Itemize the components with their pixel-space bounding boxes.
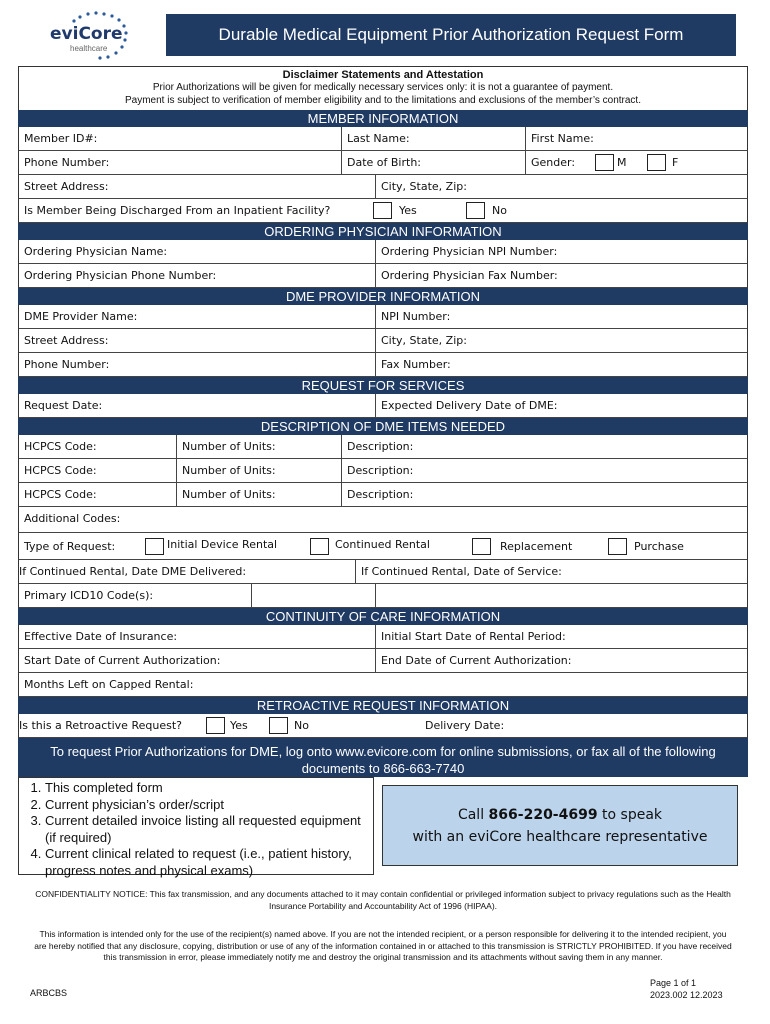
date-of-service-field[interactable]: If Continued Rental, Date of Service: [355, 560, 747, 583]
disclaimer [18, 66, 748, 110]
banner-line-2: documents to 866-663-7740 [301, 761, 465, 776]
document-item: 3. Current detailed invoice listing all requested equipment (if required) [45, 813, 367, 846]
retro-yes-checkbox[interactable] [206, 717, 225, 734]
retro-no-label: No [294, 719, 309, 732]
intended-recipient-notice: This information is intended only for the use of the recipient(s) named above. If you are not the intended recipient, or a person responsible for delivering it to the intended recipient, you are hereby notified that any disclosure, copying, distribution or use of any of the information contained in or attached to this transmission is STRICTLY PROHIBITED. If you have received this transmission in error, please immediately notify me and destroy the original transmission and its attachments without saving them in any manner. [34, 929, 732, 962]
section-description: DESCRIPTION OF DME ITEMS NEEDED [18, 418, 748, 435]
initial-rental-checkbox[interactable] [145, 538, 164, 555]
physician-npi-field[interactable]: Ordering Physician NPI Number: [375, 240, 747, 263]
units-field[interactable]: Number of Units: [176, 435, 341, 458]
additional-codes-field[interactable]: Additional Codes: [24, 512, 121, 525]
section-dme: DME PROVIDER INFORMATION [18, 288, 748, 305]
continuity-row-2 [18, 649, 748, 673]
icd-code-label: Primary ICD10 Code(s): [24, 589, 154, 602]
gender-label: Gender: [525, 151, 595, 174]
section-continuity: CONTINUITY OF CARE INFORMATION [18, 608, 748, 625]
physician-phone-field[interactable]: Ordering Physician Phone Number: [24, 269, 217, 282]
phone-field[interactable]: Phone Number: [24, 156, 110, 169]
replacement-checkbox[interactable] [472, 538, 491, 555]
section-retro: RETROACTIVE REQUEST INFORMATION [18, 697, 748, 714]
description-field[interactable]: Description: [341, 483, 747, 506]
retro-question: Is this a Retroactive Request? [19, 719, 182, 732]
banner-line-1: To request Prior Authorizations for DME, log onto www.evicore.com for online submissions, or fax all of the following [50, 744, 716, 759]
section-ordering: ORDERING PHYSICIAN INFORMATION [18, 223, 748, 240]
call-phone[interactable]: 866-220-4699 [488, 806, 598, 823]
discharged-no-label: No [492, 204, 507, 217]
street-field[interactable]: Street Address: [24, 180, 109, 193]
retro-no-checkbox[interactable] [269, 717, 288, 734]
dme-row-3 [18, 353, 748, 377]
section-member: MEMBER INFORMATION [18, 110, 748, 127]
confidentiality-notice: CONFIDENTIALITY NOTICE: This fax transmission, and any documents attached to it may contain confidential or privileged information subject to privacy regulations such as the Health Insurance Portability and Accountability Act of 1996 (HIPAA). [35, 889, 731, 911]
initial-rental-label: Initial Device Rental [167, 538, 278, 551]
dme-city-field[interactable]: City, State, Zip: [375, 329, 747, 352]
continued-rental-label: Continued Rental [335, 538, 430, 551]
continuity-row-3 [18, 673, 748, 697]
call-suffix: to speak [597, 806, 663, 823]
continuity-row-1 [18, 625, 748, 649]
initial-start-date-field[interactable]: Initial Start Date of Rental Period: [375, 625, 747, 648]
current-auth-end-field[interactable]: End Date of Current Authorization: [375, 649, 747, 672]
discharged-yes-checkbox[interactable] [373, 202, 392, 219]
section-request: REQUEST FOR SERVICES [18, 377, 748, 394]
request-date-field[interactable]: Request Date: [24, 399, 103, 412]
effective-date-field[interactable]: Effective Date of Insurance: [24, 630, 178, 643]
ordering-row-2 [18, 264, 748, 288]
hcpcs-code-field[interactable]: HCPCS Code: [24, 440, 97, 453]
first-name-field[interactable]: First Name: [525, 127, 747, 150]
documents-area [18, 777, 748, 877]
replacement-label: Replacement [500, 540, 573, 553]
description-field[interactable]: Description: [341, 459, 747, 482]
evicore-logo [30, 10, 140, 60]
documents-list [18, 777, 374, 878]
icd-code-input[interactable] [251, 584, 375, 607]
retro-row [18, 714, 748, 738]
discharged-yes-label: Yes [399, 204, 417, 217]
purchase-label: Purchase [634, 540, 684, 553]
hcpcs-code-field[interactable]: HCPCS Code: [24, 464, 97, 477]
dme-row-1 [18, 305, 748, 329]
page-number: Page 1 of 1 [650, 978, 697, 988]
dme-street-field[interactable]: Street Address: [24, 334, 109, 347]
gender-f-label: F [672, 156, 679, 169]
disclaimer-line-1: Prior Authorizations will be given for medically necessary services only: it is not a guarantee of payment. [152, 82, 614, 93]
current-auth-start-field[interactable]: Start Date of Current Authorization: [24, 654, 221, 667]
form [18, 66, 748, 877]
call-box [382, 785, 738, 866]
icd-row [18, 584, 748, 608]
call-line-2: with an eviCore healthcare representative [412, 828, 708, 845]
form-title: Durable Medical Equipment Prior Authorization Request Form [166, 14, 736, 56]
discharged-no-checkbox[interactable] [466, 202, 485, 219]
purchase-checkbox[interactable] [608, 538, 627, 555]
icd-code-input[interactable] [375, 584, 747, 607]
retro-delivery-date-field[interactable]: Delivery Date: [425, 719, 505, 732]
city-field[interactable]: City, State, Zip: [375, 175, 747, 198]
gender-m-checkbox[interactable] [595, 154, 614, 171]
gender-f-checkbox[interactable] [647, 154, 666, 171]
expected-delivery-field[interactable]: Expected Delivery Date of DME: [375, 394, 747, 417]
request-type-label: Type of Request: [24, 540, 116, 553]
hcpcs-row [18, 459, 748, 483]
dme-name-field[interactable]: DME Provider Name: [24, 310, 138, 323]
date-delivered-field[interactable]: If Continued Rental, Date DME Delivered: [19, 565, 247, 578]
description-field[interactable]: Description: [341, 435, 747, 458]
dme-fax-field[interactable]: Fax Number: [375, 353, 747, 376]
gender-m-label: M [617, 156, 627, 169]
months-left-field[interactable]: Months Left on Capped Rental: [24, 678, 194, 691]
dob-field[interactable]: Date of Birth: [341, 151, 525, 174]
units-field[interactable]: Number of Units: [176, 483, 341, 506]
dme-row-2 [18, 329, 748, 353]
disclaimer-line-2: Payment is subject to verification of member eligibility and to the limitations and exclusions of the member’s contract. [125, 95, 641, 106]
member-row-3 [18, 175, 748, 199]
member-row-2 [18, 151, 748, 175]
logo-name: eviCore [50, 24, 123, 44]
document-item: 1. This completed form [45, 780, 367, 797]
disclaimer-heading: Disclaimer Statements and Attestation [282, 69, 484, 81]
form-code: ARBCBS [30, 988, 68, 998]
call-prefix: Call [457, 806, 489, 823]
member-row-4 [18, 199, 748, 223]
discharged-question: Is Member Being Discharged From an Inpatient Facility? [24, 204, 331, 217]
page-info [650, 977, 723, 1001]
units-field[interactable]: Number of Units: [176, 459, 341, 482]
dme-phone-field[interactable]: Phone Number: [24, 358, 110, 371]
continued-rental-row [18, 560, 748, 584]
member-row-1 [18, 127, 748, 151]
ordering-row-1 [18, 240, 748, 264]
document-item: 2. Current physician’s order/script [45, 797, 367, 814]
document-item: 4. Current clinical related to request (i.e., patient history, progress notes and physical exams) [45, 846, 367, 879]
hcpcs-row [18, 483, 748, 507]
retro-yes-label: Yes [230, 719, 248, 732]
request-type-row [18, 533, 748, 560]
dme-npi-field[interactable]: NPI Number: [375, 305, 747, 328]
continued-rental-checkbox[interactable] [310, 538, 329, 555]
additional-codes-row [18, 507, 748, 533]
hcpcs-code-field[interactable]: HCPCS Code: [24, 488, 97, 501]
form-version: 2023.002 12.2023 [650, 990, 723, 1000]
call-line-1 [458, 804, 662, 826]
physician-fax-field[interactable]: Ordering Physician Fax Number: [375, 264, 747, 287]
instructions-banner [18, 738, 748, 777]
hcpcs-row [18, 435, 748, 459]
member-id-field[interactable]: Member ID#: [24, 132, 98, 145]
logo-subtitle: healthcare [70, 44, 108, 53]
physician-name-field[interactable]: Ordering Physician Name: [24, 245, 168, 258]
last-name-field[interactable]: Last Name: [341, 127, 525, 150]
request-row [18, 394, 748, 418]
